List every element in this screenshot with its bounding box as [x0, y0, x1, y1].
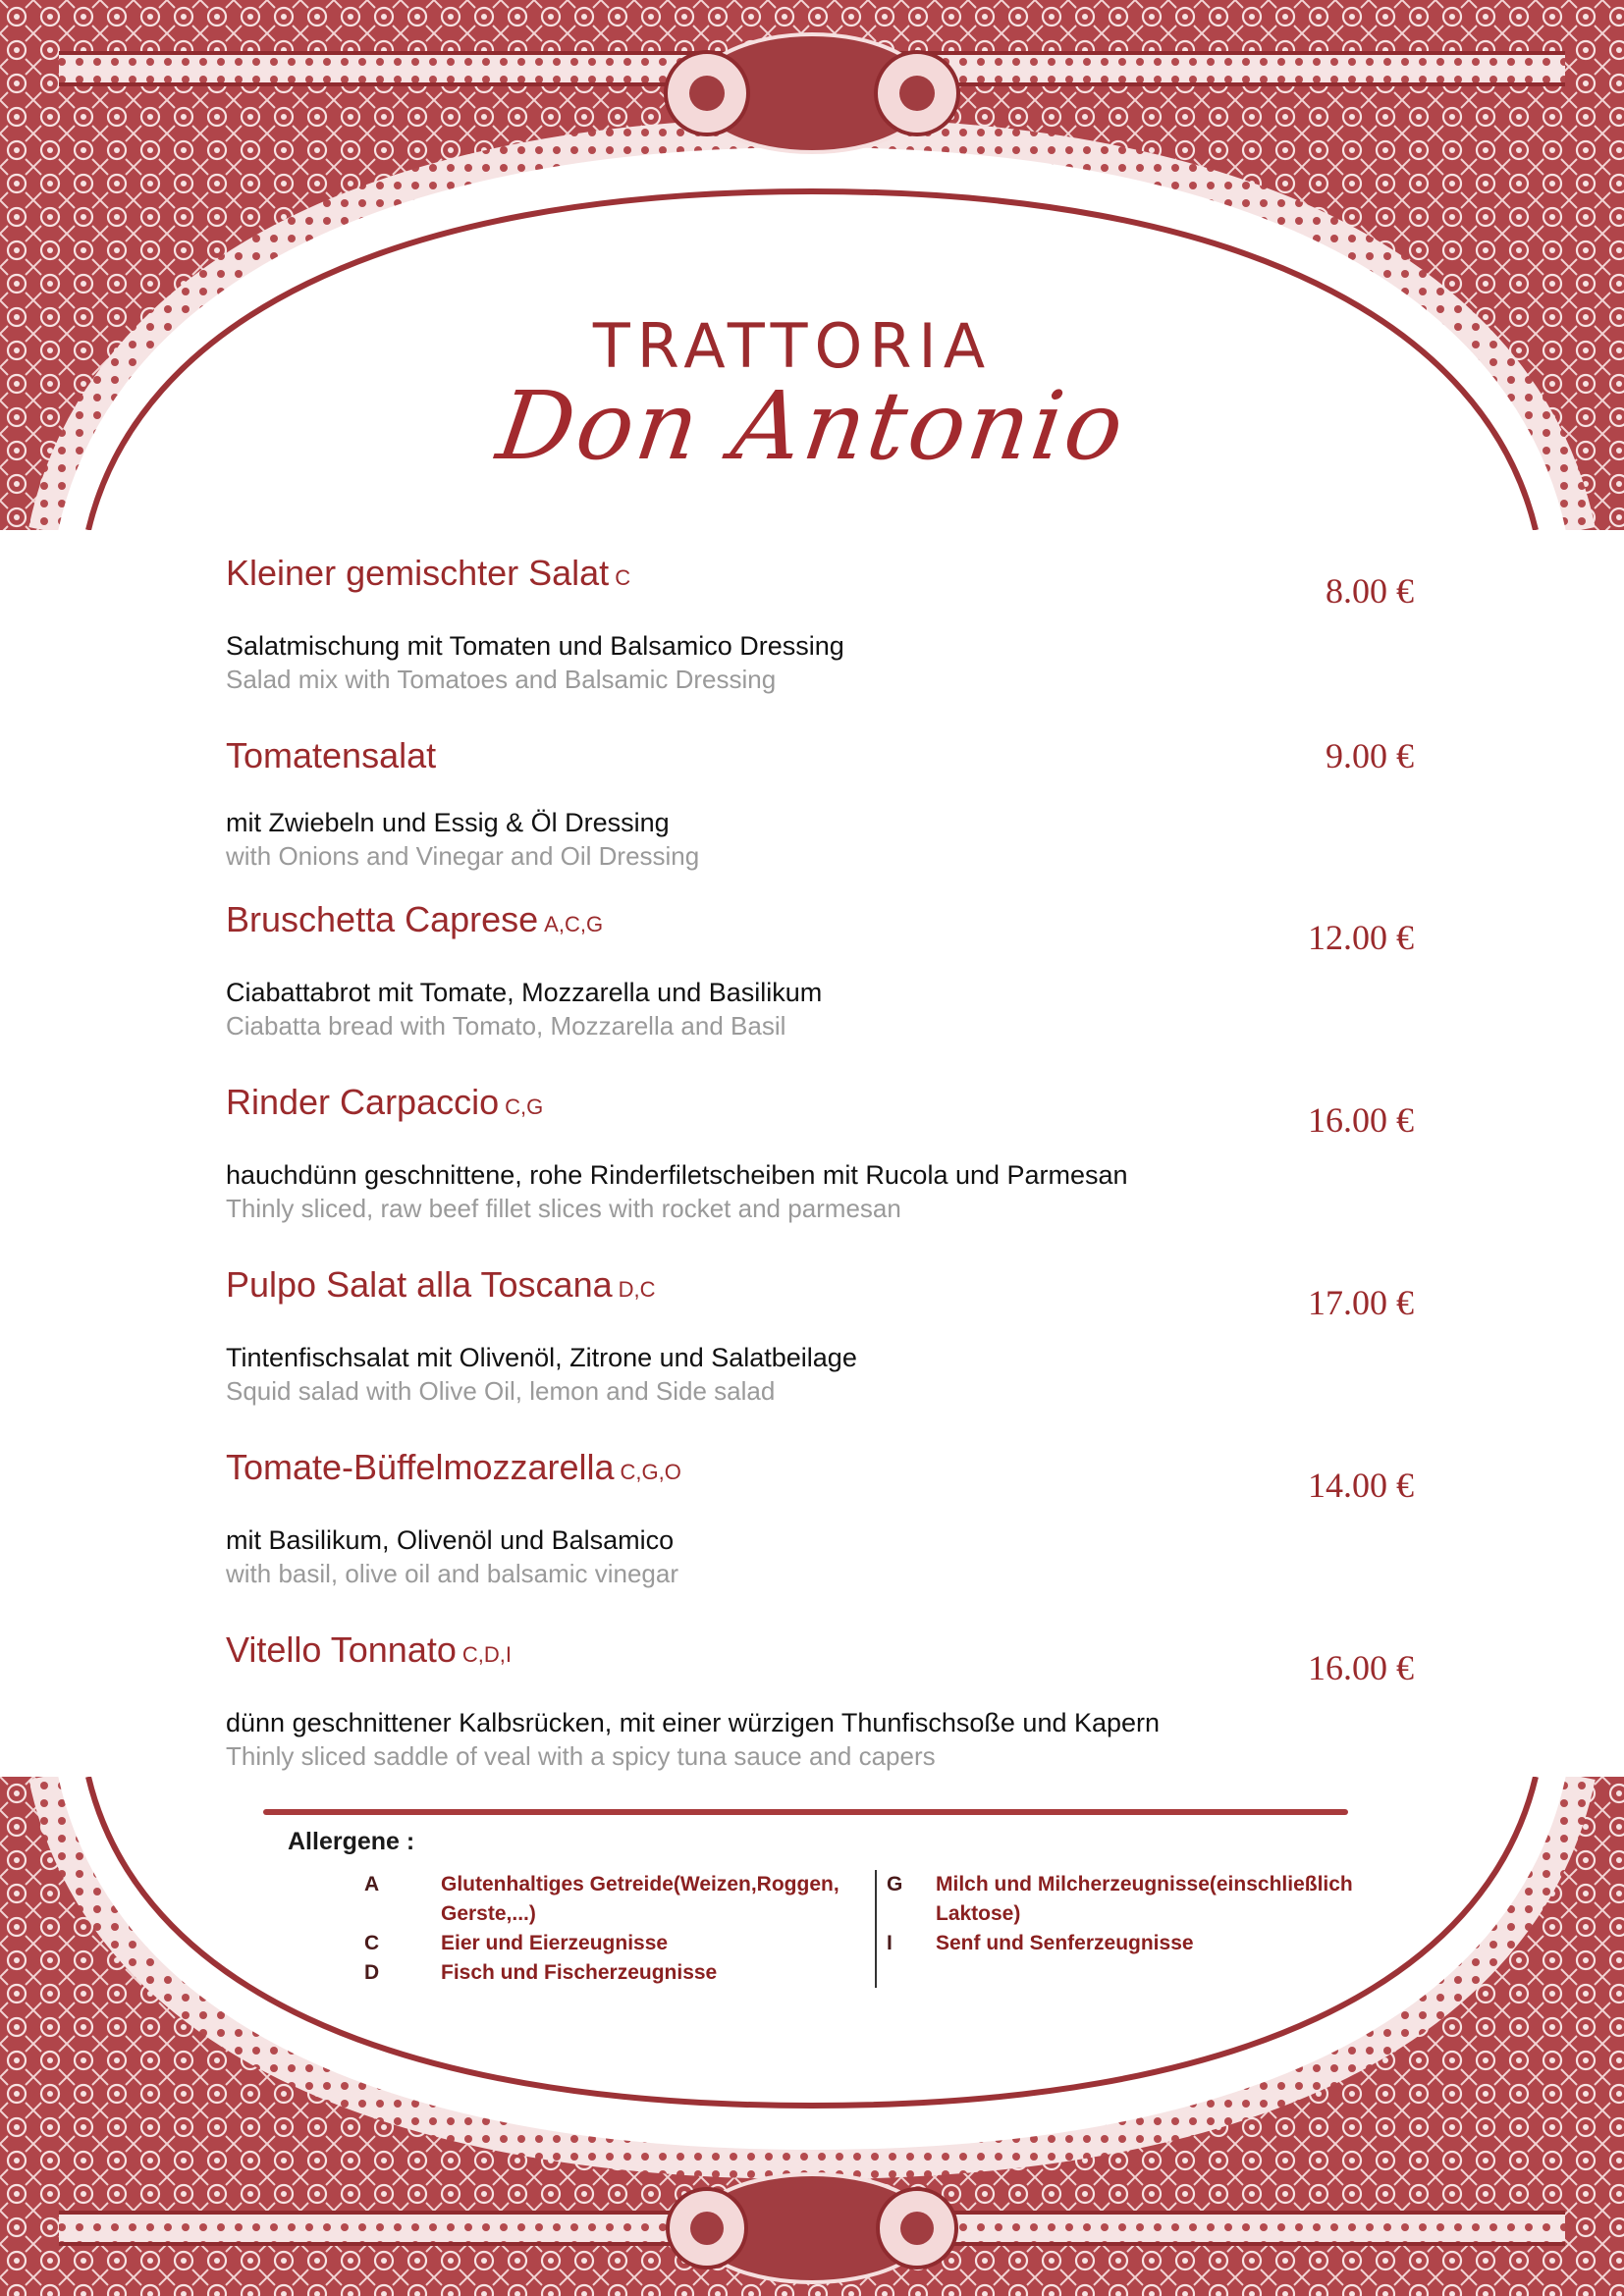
item-price: 16.00 € [1308, 1100, 1414, 1140]
allergen-column-left [364, 1870, 875, 1988]
allergen-row [887, 1929, 1378, 1958]
item-description-de: mit Basilikum, Olivenöl und Balsamico [226, 1525, 675, 1555]
logo-script-text: Don Antonio [491, 371, 1133, 481]
item-name: Vitello Tonnato C,D,I [226, 1629, 512, 1670]
item-allergen-codes: C,G,O [620, 1460, 681, 1484]
allergen-row [364, 1870, 875, 1929]
allergen-row [364, 1958, 875, 1988]
item-name: Tomatensalat [226, 735, 437, 775]
item-description-en: with Onions and Vinegar and Oil Dressing [226, 841, 700, 871]
allergen-code: C [364, 1932, 380, 1954]
allergen-description: Milch und Milcherzeugnisse(einschließlich Laktose) [936, 1873, 1353, 1925]
allergen-description: Eier und Eierzeugnisse [441, 1932, 669, 1954]
menu-item [226, 545, 1434, 727]
item-description-en: Thinly sliced, raw beef fillet slices with rocket and parmesan [226, 1194, 901, 1223]
allergen-code: I [887, 1932, 893, 1954]
item-description-de: Salatmischung mit Tomaten und Balsamico Dressing [226, 631, 844, 661]
item-price: 12.00 € [1308, 918, 1414, 957]
item-name: Bruschetta Caprese A,C,G [226, 899, 604, 939]
item-description-de: Tintenfischsalat mit Olivenöl, Zitrone und Salatbeilage [226, 1343, 857, 1372]
item-price: 17.00 € [1308, 1283, 1414, 1322]
menu-item [226, 1256, 1434, 1439]
item-allergen-codes: C,G [505, 1095, 544, 1119]
item-price: 9.00 € [1326, 736, 1414, 775]
allergen-code: G [887, 1873, 903, 1896]
allergen-code: D [364, 1961, 380, 1984]
item-description-de: mit Zwiebeln und Essig & Öl Dressing [226, 808, 670, 837]
item-price: 16.00 € [1308, 1648, 1414, 1687]
menu-item [226, 1074, 1434, 1256]
item-description-de: dünn geschnittener Kalbsrücken, mit einer würzigen Thunfischsoße und Kapern [226, 1708, 1161, 1737]
menu-item [226, 1439, 1434, 1622]
item-price: 8.00 € [1326, 571, 1414, 611]
item-name: Rinder Carpaccio C,G [226, 1082, 544, 1122]
item-name: Kleiner gemischter Salat C [226, 553, 631, 593]
allergen-columns [288, 1870, 1397, 2007]
allergen-row [364, 1929, 875, 1958]
item-description-en: Thinly sliced saddle of veal with a spicy tuna sauce and capers [226, 1741, 936, 1771]
menu-item [226, 727, 1434, 891]
restaurant-logo [0, 294, 1624, 491]
item-allergen-codes: C [615, 565, 631, 590]
allergen-description: Senf und Senferzeugnisse [936, 1932, 1194, 1954]
item-price: 14.00 € [1308, 1466, 1414, 1505]
menu-list [226, 545, 1434, 1804]
logo-trattoria-text: TRATTORIA [592, 310, 993, 382]
item-description-en: with basil, olive oil and balsamic vinegar [226, 1559, 679, 1588]
allergen-code: A [364, 1873, 380, 1896]
allergen-legend-title: Allergene : [288, 1828, 415, 1855]
item-name: Pulpo Salat alla Toscana D,C [226, 1264, 656, 1305]
item-allergen-codes: D,C [618, 1277, 656, 1302]
item-description-de: Ciabattabrot mit Tomate, Mozzarella und Basilikum [226, 978, 823, 1007]
allergen-description: Glutenhaltiges Getreide(Weizen,Roggen, Gerste,...) [441, 1873, 839, 1925]
section-divider [263, 1809, 1348, 1815]
allergen-column-separator [875, 1870, 877, 1988]
item-allergen-codes: A,C,G [544, 912, 604, 936]
item-description-en: Salad mix with Tomatoes and Balsamic Dressing [226, 665, 777, 694]
item-description-de: hauchdünn geschnittene, rohe Rinderfiletscheiben mit Rucola und Parmesan [226, 1160, 1128, 1190]
allergen-legend [288, 1828, 1397, 2007]
item-allergen-codes: C,D,I [461, 1642, 512, 1667]
item-description-en: Ciabatta bread with Tomato, Mozzarella and Basil [226, 1011, 786, 1041]
menu-item [226, 891, 1434, 1074]
item-description-en: Squid salad with Olive Oil, lemon and Side salad [226, 1376, 776, 1406]
item-name: Tomate-Büffelmozzarella C,G,O [226, 1447, 681, 1487]
allergen-row [887, 1870, 1378, 1929]
allergen-description: Fisch und Fischerzeugnisse [441, 1961, 718, 1984]
allergen-column-right [887, 1870, 1378, 1958]
